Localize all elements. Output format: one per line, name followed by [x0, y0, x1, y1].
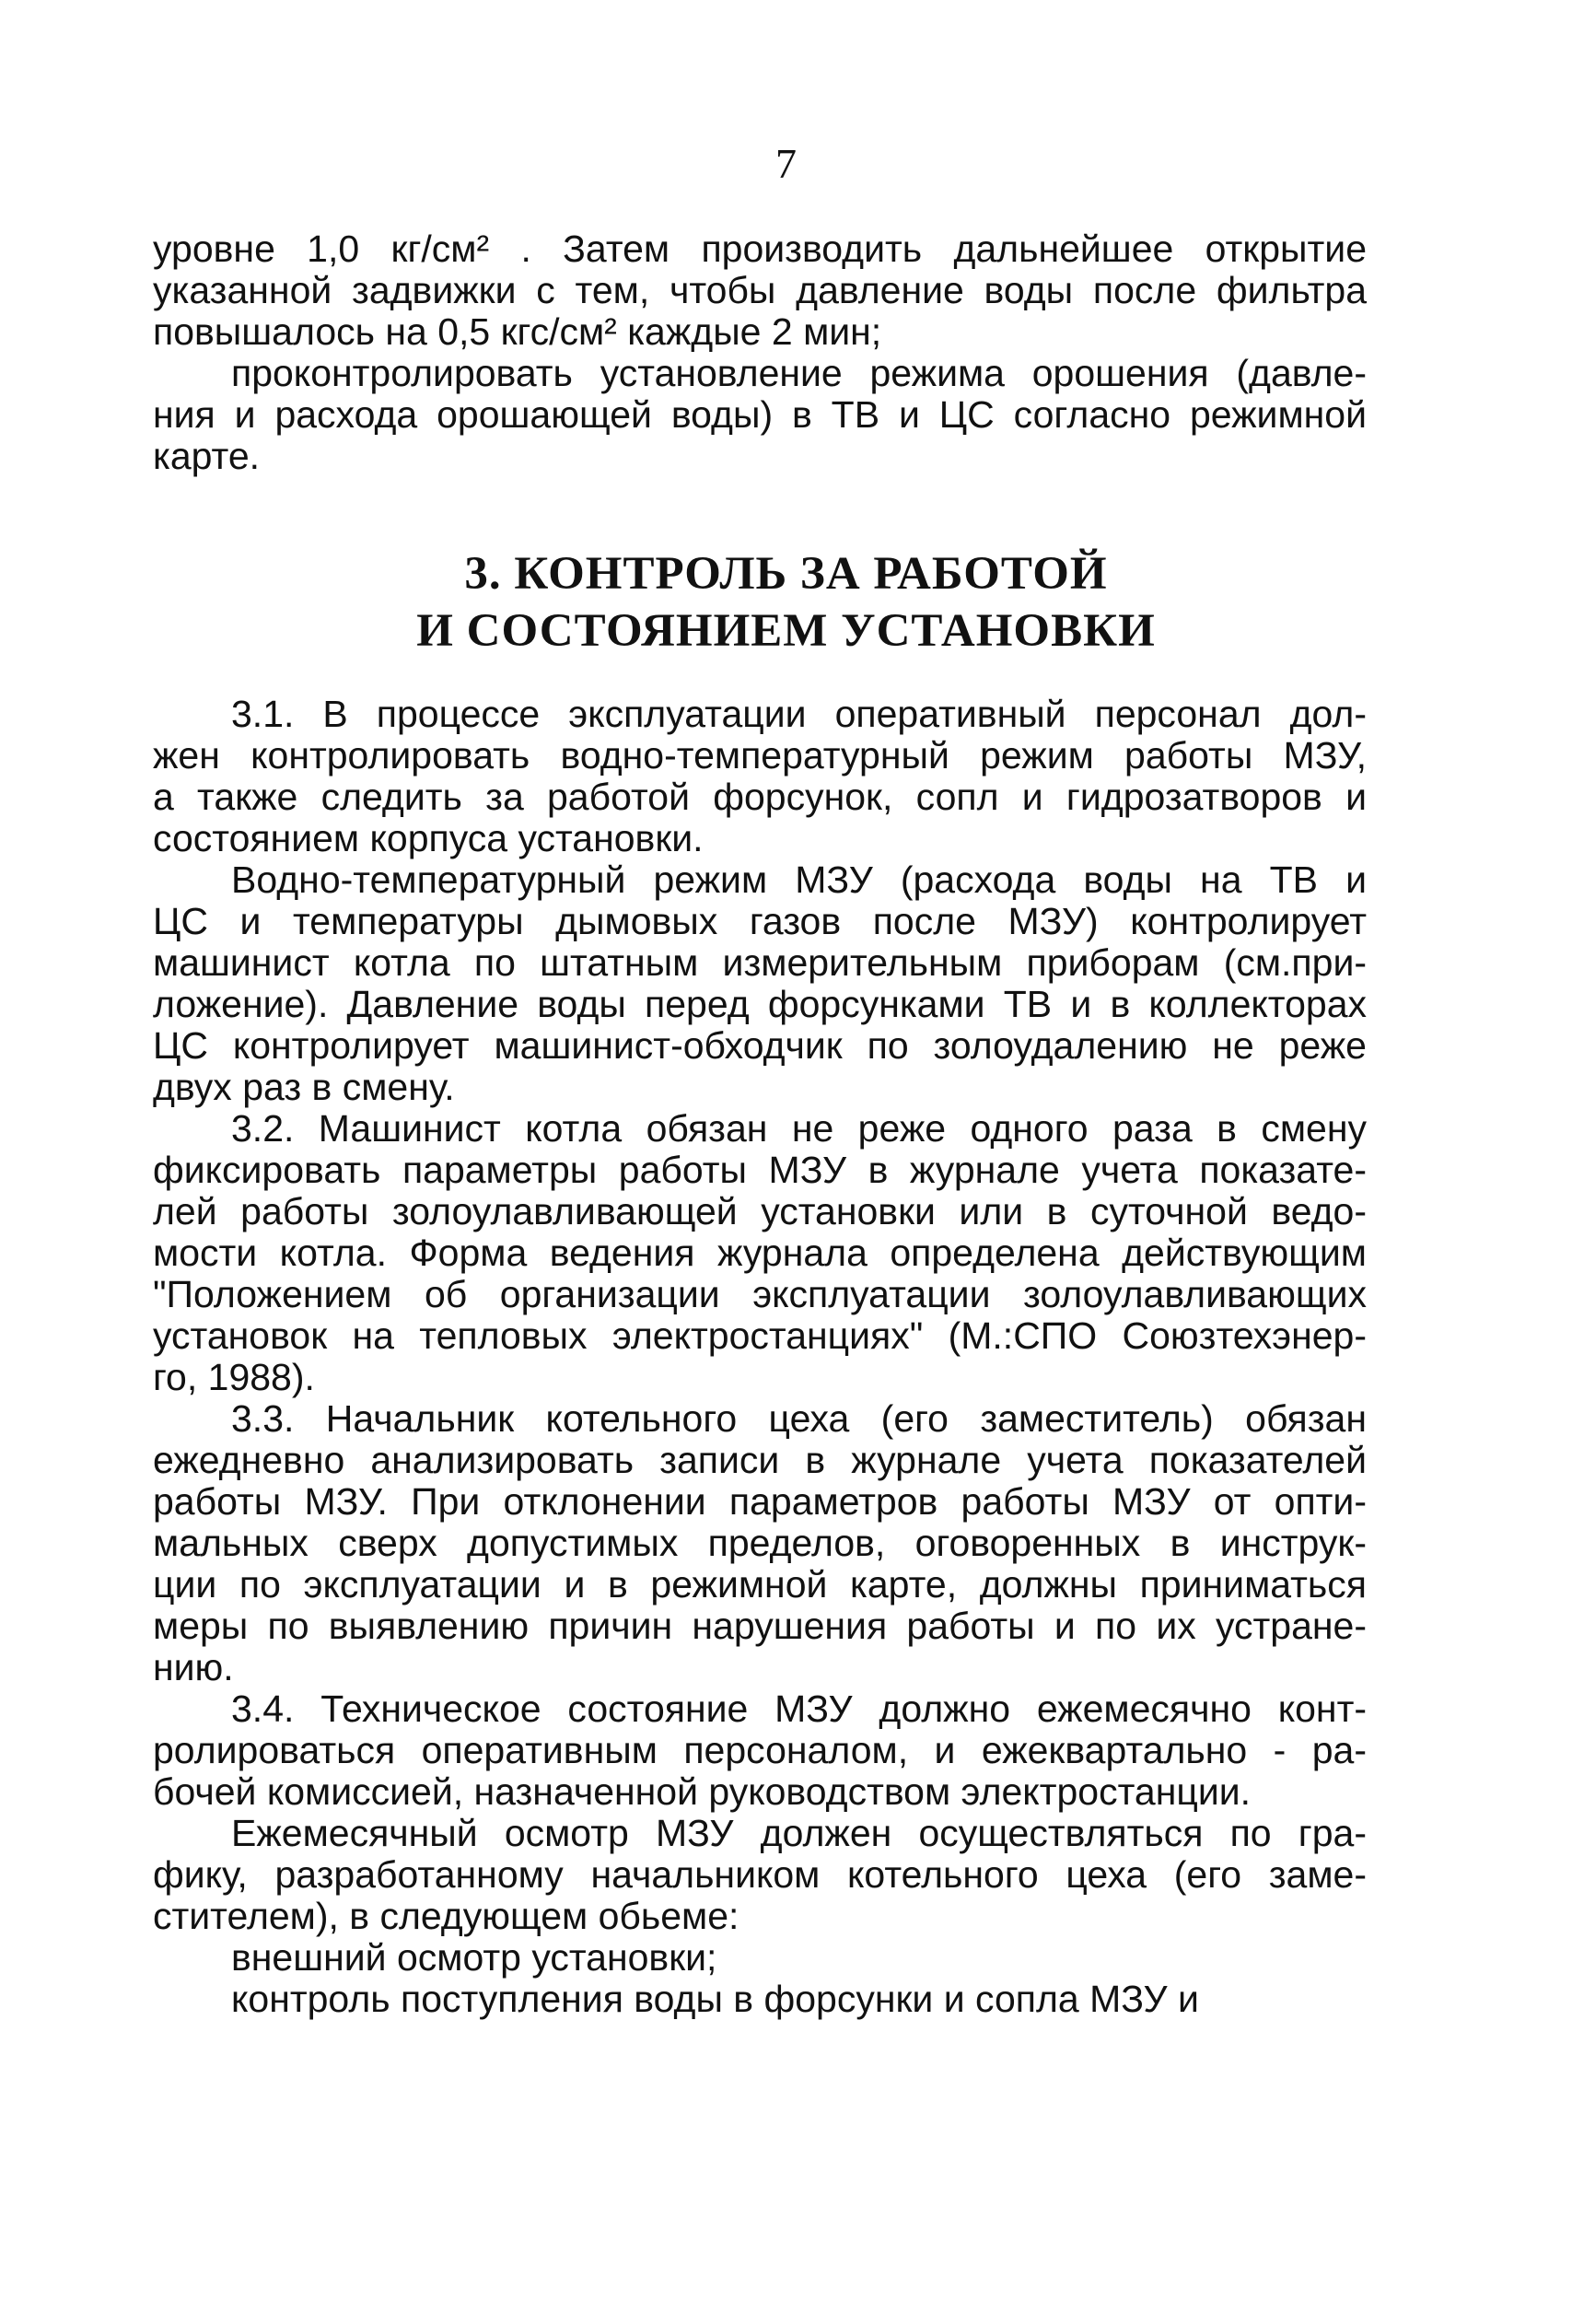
text-line: стителем), в следующем обьеме: [153, 1895, 739, 1937]
text-line: двух раз в смену. [153, 1066, 455, 1108]
paragraph [153, 859, 1367, 1108]
paragraph [153, 228, 1367, 353]
text-line: внешний осмотр установки; [231, 1936, 717, 1979]
text-line: ложение). Давление воды перед форсунками ТВ и в коллекторах [153, 983, 1367, 1025]
paragraph [153, 1813, 1367, 1937]
text-line: ния и расхода орошающей воды) в ТВ и ЦС согласно режимной [153, 393, 1367, 436]
paragraph [153, 1937, 1367, 1979]
paragraph [153, 1398, 1367, 1688]
text-line: жен контролировать водно-температурный режим работы МЗУ, [153, 734, 1367, 777]
text-line: ежедневно анализировать записи в журнале учета показателей [153, 1439, 1367, 1481]
paragraph [153, 1979, 1367, 2020]
section-heading-line-2: И СОСТОЯНИЕМ УСТАНОВКИ [416, 605, 1156, 657]
text-line: нию. [153, 1646, 234, 1688]
text-line: состоянием корпуса установки. [153, 817, 704, 859]
text-line: фику, разработанному начальником котельного цеха (его заме- [153, 1853, 1367, 1896]
text-line: 3.3. Начальник котельного цеха (его заместитель) обязан [231, 1397, 1367, 1440]
section-heading-line-1: 3. КОНТРОЛЬ ЗА РАБОТОЙ [464, 548, 1108, 600]
text-line: меры по выявлению причин нарушения работы и по их устране- [153, 1605, 1367, 1647]
text-line: ролироваться оперативным персоналом, и ежеквартально - ра- [153, 1729, 1367, 1771]
text-line: бочей комиссией, назначенной руководством электростанции. [153, 1770, 1252, 1813]
text-line: 3.2. Машинист котла обязан не реже одного раза в смену [231, 1107, 1367, 1150]
text-line: лей работы золоулавливающей установки или в суточной ведо- [153, 1190, 1367, 1232]
text-line: фиксировать параметры работы МЗУ в журнале учета показате- [153, 1149, 1367, 1191]
text-line: Ежемесячный осмотр МЗУ должен осуществляться по гра- [231, 1812, 1367, 1854]
text-line: 3.1. В процессе эксплуатации оперативный персонал дол- [231, 693, 1367, 735]
text-line: а также следить за работой форсунок, сопл и гидрозатворов и [153, 776, 1367, 818]
text-line: 3.4. Техническое состояние МЗУ должно ежемесячно конт- [231, 1688, 1367, 1730]
text-line: го, 1988). [153, 1356, 315, 1398]
section-heading [0, 545, 1572, 660]
text-block-before-heading [153, 228, 1367, 477]
text-line: установок на тепловых электростанциях" (М.:СПО Союзтехэнер- [153, 1314, 1367, 1357]
text-line: мости котла. Форма ведения журнала определена действующим [153, 1232, 1367, 1274]
text-line: проконтролировать установление режима орошения (давле- [231, 352, 1367, 394]
text-block-section-3 [153, 694, 1367, 2020]
text-line: повышалось на 0,5 кгс/см² каждые 2 мин; [153, 310, 882, 353]
text-line: контроль поступления воды в форсунки и сопла МЗУ и [231, 1978, 1199, 2020]
text-line: Водно-температурный режим МЗУ (расхода воды на ТВ и [231, 858, 1367, 901]
paragraph [153, 353, 1367, 477]
text-line: ции по эксплуатации и в режимной карте, должны приниматься [153, 1563, 1367, 1606]
text-line: указанной задвижки с тем, чтобы давление воды после фильтра [153, 269, 1367, 311]
paragraph [153, 1108, 1367, 1398]
text-line: ЦС и температуры дымовых газов после МЗУ) контролирует [153, 900, 1367, 942]
text-line: работы МЗУ. При отклонении параметров работы МЗУ от опти- [153, 1480, 1367, 1523]
text-line: уровне 1,0 кг/см² . Затем производить дальнейшее открытие [153, 228, 1367, 270]
text-line: "Положением об организации эксплуатации золоулавливающих [153, 1273, 1367, 1315]
text-line: машинист котла по штатным измерительным приборам (см.при- [153, 941, 1367, 984]
text-line: ЦС контролирует машинист-обходчик по золоудалению не реже [153, 1024, 1367, 1067]
page-number: 7 [775, 140, 797, 187]
paragraph [153, 694, 1367, 859]
text-line: карте. [153, 435, 261, 477]
text-line: мальных сверх допустимых пределов, оговоренных в инструк- [153, 1522, 1367, 1564]
paragraph [153, 1688, 1367, 1813]
